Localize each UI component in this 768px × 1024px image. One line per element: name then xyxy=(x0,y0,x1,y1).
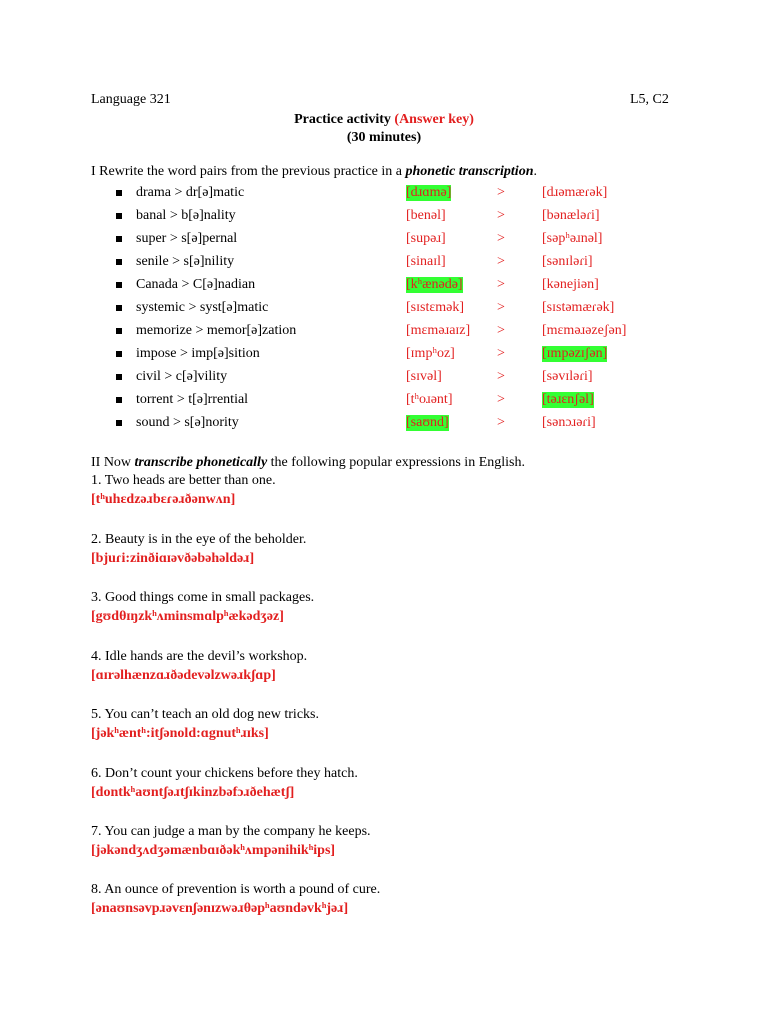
word-pair-row xyxy=(0,414,768,434)
transcription-derived: [səpʰəɹnəl] xyxy=(542,231,603,246)
word-pair: impose > imp[ə]sition xyxy=(136,346,260,361)
transcription-base: [benəl] xyxy=(406,208,446,223)
duration-label: (30 minutes) xyxy=(346,130,422,145)
word-pair-row xyxy=(0,345,768,365)
transcription-derived: [bənæləɾi] xyxy=(542,208,600,223)
transcription-derived: [kənejiən] xyxy=(542,277,599,292)
bullet-icon xyxy=(116,213,122,219)
word-pair: Canada > C[ə]nadian xyxy=(136,277,256,292)
expression-transcription: [tʰuhɛdzəɹbɛɾəɹðənwʌn] xyxy=(91,492,236,507)
expression-text: 5. You can’t teach an old dog new tricks. xyxy=(91,707,319,722)
arrow-separator: > xyxy=(497,369,505,384)
section2-intro-text: II Now xyxy=(91,455,135,470)
expression-item xyxy=(91,882,711,917)
expression-transcription: [dontkʰaʊntʃəɹtʃɪkinzbəfɔɹðehætʃ] xyxy=(91,785,295,800)
arrow-separator: > xyxy=(497,185,505,200)
expression-transcription: [jəkəndʒʌdʒəmænbɑɪðəkʰʌmpənihikʰips] xyxy=(91,843,336,858)
expression-transcription: [bjuɾi:zinðiɑɪəvðəbəhəldəɹ] xyxy=(91,551,255,566)
expression-text: 6. Don’t count your chickens before they hatch. xyxy=(91,766,358,781)
transcription-base: [supəɹ] xyxy=(406,231,446,246)
word-pair-row xyxy=(0,253,768,273)
bullet-icon xyxy=(116,236,122,242)
section1-emphasis: phonetic transcription xyxy=(405,164,534,179)
word-pair: civil > c[ə]vility xyxy=(136,369,228,384)
page-title xyxy=(0,112,768,128)
word-pair-row xyxy=(0,368,768,388)
course-label: Language 321 xyxy=(91,92,171,107)
section2-instruction xyxy=(91,455,525,471)
expression-text: 3. Good things come in small packages. xyxy=(91,590,315,605)
title-main: Practice activity xyxy=(294,112,391,127)
transcription-derived: [sɪstəmæɾək] xyxy=(542,300,615,315)
transcription-base: [tʰoɹənt] xyxy=(406,392,453,407)
word-pair-row xyxy=(0,299,768,319)
arrow-separator: > xyxy=(497,208,505,223)
word-pair: super > s[ə]pernal xyxy=(136,231,238,246)
arrow-separator: > xyxy=(497,231,505,246)
arrow-separator: > xyxy=(497,346,505,361)
bullet-icon xyxy=(116,328,122,334)
expression-item xyxy=(91,590,711,625)
section1-instruction xyxy=(91,164,537,180)
answer-key-label: (Answer key) xyxy=(394,112,474,127)
transcription-derived: [sənɪləɾi] xyxy=(542,254,593,269)
lesson-code: L5, C2 xyxy=(630,92,669,107)
expression-text: 8. An ounce of prevention is worth a pound of cure. xyxy=(91,882,381,897)
bullet-icon xyxy=(116,374,122,380)
transcription-base: [ɪmpʰoz] xyxy=(406,346,455,361)
transcription-derived: [dɹəmæɾək] xyxy=(542,185,608,200)
arrow-separator: > xyxy=(497,277,505,292)
transcription-derived: [sənɔɹəɾi] xyxy=(542,415,596,430)
bullet-icon xyxy=(116,259,122,265)
transcription-derived: [mɛməɹəzeʃən] xyxy=(542,323,627,338)
arrow-separator: > xyxy=(497,392,505,407)
word-pair-row xyxy=(0,276,768,296)
transcription-derived: [ɪmpəzɪʃən] xyxy=(542,346,608,361)
expression-item xyxy=(91,473,711,508)
expression-text: 2. Beauty is in the eye of the beholder. xyxy=(91,532,307,547)
transcription-base: [sɪvəl] xyxy=(406,369,442,384)
expression-item xyxy=(91,532,711,567)
word-pair-row xyxy=(0,184,768,204)
bullet-icon xyxy=(116,351,122,357)
word-pair: torrent > t[ə]rrential xyxy=(136,392,249,407)
transcription-base: [sɪstɛmək] xyxy=(406,300,464,315)
transcription-base: [kʰænədə] xyxy=(406,277,463,292)
expression-transcription: [ənaʊnsəvpɹəvɛnʃənɪzwəɹθəpʰaʊndəvkʰjəɹ] xyxy=(91,901,349,916)
bullet-icon xyxy=(116,420,122,426)
transcription-derived: [təɹɛnʃəl] xyxy=(542,392,594,407)
expression-text: 1. Two heads are better than one. xyxy=(91,473,276,488)
transcription-derived: [səvɪləɾi] xyxy=(542,369,593,384)
word-pair: sound > s[ə]nority xyxy=(136,415,239,430)
expression-item xyxy=(91,649,711,684)
word-pair: banal > b[ə]nality xyxy=(136,208,236,223)
word-pair-row xyxy=(0,207,768,227)
arrow-separator: > xyxy=(497,323,505,338)
transcription-base: [sinaɪl] xyxy=(406,254,446,269)
word-pair: systemic > syst[ə]matic xyxy=(136,300,269,315)
expression-transcription: [ɑɪrəlhænzɑɹðədevəlzwəɹkʃɑp] xyxy=(91,668,276,683)
word-pair-row xyxy=(0,230,768,250)
section1-intro-end: . xyxy=(533,164,537,179)
transcription-base: [dɹɑmə] xyxy=(406,185,452,200)
bullet-icon xyxy=(116,305,122,311)
expression-item xyxy=(91,766,711,801)
bullet-icon xyxy=(116,397,122,403)
section2-intro-end: the following popular expressions in English. xyxy=(267,455,525,470)
expression-text: 7. You can judge a man by the company he keeps. xyxy=(91,824,371,839)
expression-item xyxy=(91,824,711,859)
section1-intro-text: I Rewrite the word pairs from the previous practice in a xyxy=(91,164,406,179)
expression-transcription: [jəkʰæntʰ:itʃənold:ɑgnutʰɹɪks] xyxy=(91,726,269,741)
expression-transcription: [gʊdθɪŋzkʰʌminsmɑlpʰækədʒəz] xyxy=(91,609,284,624)
word-pair-row xyxy=(0,322,768,342)
word-pair: senile > s[ə]nility xyxy=(136,254,235,269)
arrow-separator: > xyxy=(497,415,505,430)
transcription-base: [mɛməɹaɪz] xyxy=(406,323,471,338)
section2-emphasis: transcribe phonetically xyxy=(134,455,268,470)
transcription-base: [saʊnd] xyxy=(406,415,449,430)
expression-item xyxy=(91,707,711,742)
word-pair: drama > dr[ə]matic xyxy=(136,185,245,200)
word-pair: memorize > memor[ə]zation xyxy=(136,323,297,338)
bullet-icon xyxy=(116,190,122,196)
bullet-icon xyxy=(116,282,122,288)
expression-text: 4. Idle hands are the devil’s workshop. xyxy=(91,649,308,664)
word-pair-row xyxy=(0,391,768,411)
arrow-separator: > xyxy=(497,254,505,269)
arrow-separator: > xyxy=(497,300,505,315)
